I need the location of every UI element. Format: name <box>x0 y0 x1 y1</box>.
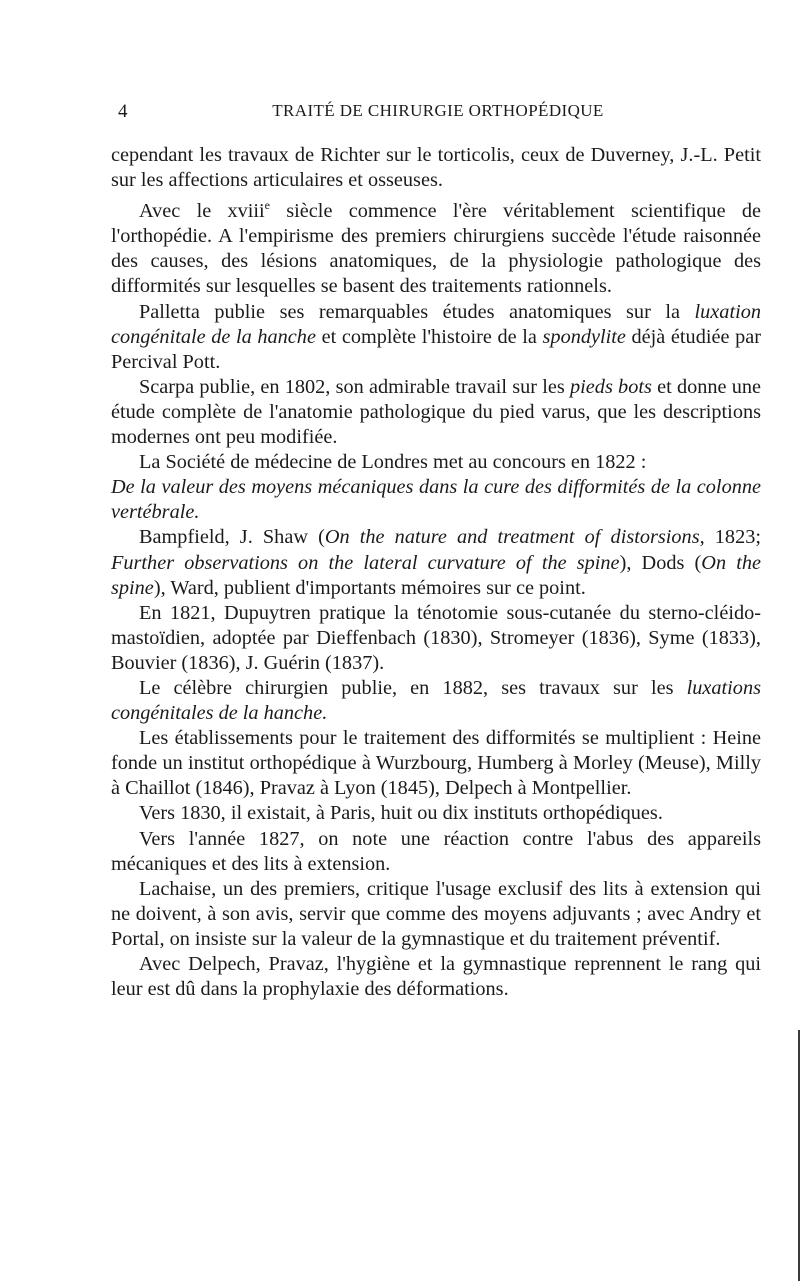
p5-text-a: La Société de médecine de Londres met au concours en 1822 : <box>139 451 647 474</box>
body-text <box>111 143 761 1002</box>
p3-italic-1: luxation congénitale de la hanche <box>111 300 761 348</box>
p3-italic-2: spondylite <box>542 325 626 348</box>
paragraph-5-italic <box>111 475 761 525</box>
p6-text-d: ), Ward, publient d'importants mémoires sur ce point. <box>153 576 586 599</box>
p6-text-c: ), Dods ( <box>619 551 702 574</box>
p6-text-b: , 1823; <box>699 526 761 549</box>
paragraph-5 <box>111 450 761 475</box>
paragraph-1: cependant les travaux de Richter sur le torticolis, ceux de Duverney, J.-L. Petit sur les affections articulaires et osseuses. <box>111 144 761 192</box>
p4-italic-1: pieds bots <box>570 375 652 398</box>
paragraph-8 <box>111 676 761 726</box>
p2-text-a: Avec le xviii <box>139 200 265 223</box>
paragraph-9: Les établissements pour le traitement des difformités se multiplient : Heine fonde un institut orthopédique à Wurzbourg, Humberg à Morley (Meuse), Milly à Chaillot (1846), Pravaz à Lyon (1845), Delpech à Montpellier. <box>111 727 761 800</box>
paragraph-4 <box>111 375 761 450</box>
paragraph-7: En 1821, Dupuytren pratique la ténotomie sous-cutanée du sterno-cléido-mastoïdien, adoptée par Dieffenbach (1830), Stromeyer (1836), Syme (1833), Bouvier (1836), J. Guérin (1837). <box>111 601 761 674</box>
p6-italic-2: Further observations on the lateral curvature of the spine <box>111 551 620 574</box>
paragraph-11: Vers l'année 1827, on note une réaction contre l'abus des appareils mécaniques et des lits à extension. <box>111 827 761 875</box>
page-number: 4 <box>118 101 128 122</box>
p8-text-a: Le célèbre chirurgien publie, en 1882, ses travaux sur les <box>139 676 687 699</box>
paragraph-12: Lachaise, un des premiers, critique l'usage exclusif des lits à extension qui ne doivent, à son avis, servir que comme des moyens adjuvants ; avec Andry et Portal, on insiste sur la valeur de la gymnastique et du traitement préventif. <box>111 877 761 950</box>
p2-superscript: e <box>264 198 270 213</box>
paragraph-6 <box>111 525 761 600</box>
paragraph-3 <box>111 300 761 375</box>
p4-text-a: Scarpa publie, en 1802, son admirable travail sur les <box>139 375 571 398</box>
p4-text-b: et donne une étude complète de l'anatomie pathologique du pied varus, que les descriptions modernes ont peu modifiée. <box>111 375 761 449</box>
p3-text-b: et complète l'histoire de la <box>315 325 543 348</box>
p6-italic-3: On the spine <box>111 551 762 599</box>
p6-italic-1: On the nature and treatment of distorsions <box>324 526 700 549</box>
running-head <box>118 101 758 125</box>
paragraph-10: Vers 1830, il existait, à Paris, huit ou dix instituts orthopédiques. <box>139 802 663 825</box>
paragraph-13: Avec Delpech, Pravaz, l'hygiène et la gymnastique reprennent le rang qui leur est dû dans la prophylaxie des déformations. <box>111 953 761 1001</box>
p2-text-b: siècle commence l'ère véritablement scientifique de l'orthopédie. A l'empirisme des premiers chirurgiens succède l'étude raisonnée des causes, des lésions anatomiques, de la physiologie pathologique des difformités sur lesquelles se basent des traitements rationnels. <box>111 200 761 298</box>
p8-italic-1: luxations congénitales de la hanche. <box>111 676 761 725</box>
p3-text-a: Palletta publie ses remarquables études anatomiques sur la <box>139 300 695 323</box>
p5-italic-1: De la valeur des moyens mécaniques dans la cure des difformités de la colonne vertébrale. <box>111 476 761 524</box>
running-title: TRAITÉ DE CHIRURGIE ORTHOPÉDIQUE <box>272 101 604 120</box>
p6-text-a: Bampfield, J. Shaw ( <box>139 526 325 549</box>
p3-text-c: déjà étudiée par Percival Pott. <box>111 325 761 373</box>
paragraph-2 <box>111 193 761 299</box>
